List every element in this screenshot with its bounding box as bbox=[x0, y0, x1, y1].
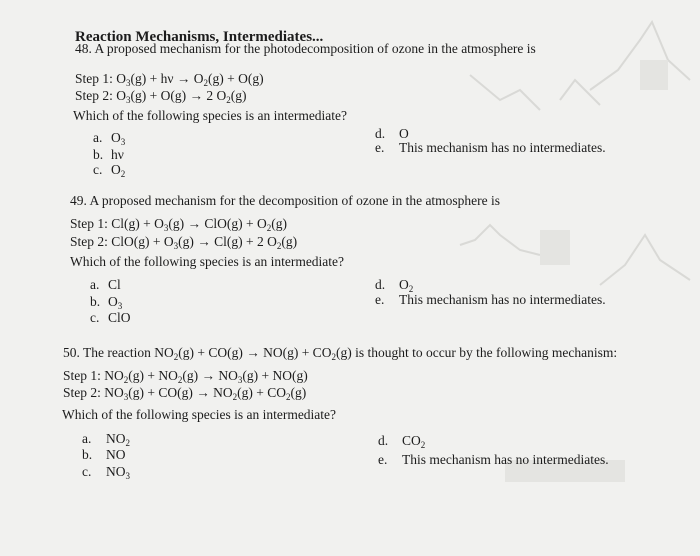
choice-letter: b. bbox=[82, 447, 93, 462]
choice-letter: c. bbox=[93, 162, 103, 177]
question-49-header bbox=[70, 193, 500, 209]
question-number: 49. bbox=[70, 193, 87, 208]
answer-choice bbox=[375, 140, 606, 156]
answer-choice bbox=[375, 277, 413, 293]
choice-text: O bbox=[399, 126, 409, 141]
mechanism-step: Step 2: $O_3(g) + O(g) \to 2$ $O_2(g)$ bbox=[75, 88, 247, 105]
question-text: Which of the following species is an intermediate? bbox=[73, 108, 348, 123]
choice-text: $O_3$ bbox=[108, 294, 123, 311]
answer-choice bbox=[82, 464, 130, 480]
question-50-header bbox=[63, 345, 617, 361]
question-prompt: A proposed mechanism for the photodecomposition of ozone in the atmosphere is bbox=[94, 41, 536, 56]
choice-letter: b. bbox=[93, 147, 104, 162]
choice-text: $O_3$ bbox=[111, 130, 126, 147]
answer-choice bbox=[82, 431, 130, 447]
choice-letter: d. bbox=[378, 433, 389, 448]
mechanism-step: Step 2: $NO_3(g) + CO(g) \to NO_2(g) + CO_2(g)$ bbox=[63, 385, 307, 402]
answer-choice bbox=[375, 292, 606, 308]
choice-letter: c. bbox=[82, 464, 92, 479]
choice-text: ClO bbox=[108, 310, 131, 325]
choice-text: $O_2$ bbox=[399, 277, 414, 294]
choice-text: NO bbox=[106, 447, 126, 462]
answer-choice bbox=[93, 147, 124, 163]
question-prompt: A proposed mechanism for the decomposition of ozone in the atmosphere is bbox=[89, 193, 501, 208]
question-prompt: The reaction $NO_2(g) + CO(g) \to NO(g) + CO_2(g)$ is thought to occur by the following mechanism: bbox=[83, 345, 618, 362]
choice-letter: a. bbox=[93, 130, 103, 145]
answer-choice bbox=[93, 162, 125, 178]
answer-choice bbox=[378, 452, 609, 468]
choice-text: This mechanism has no intermediates. bbox=[399, 140, 606, 155]
choice-letter: e. bbox=[375, 292, 385, 307]
choice-text: $NO_3$ bbox=[106, 464, 130, 481]
section-title: Reaction Mechanisms, Intermediates... bbox=[75, 29, 324, 45]
question-text: Which of the following species is an intermediate? bbox=[70, 254, 345, 269]
mechanism-step: Step 2: $ClO(g) + O_3(g) \to Cl(g) + 2$ $O_2(g)$ bbox=[70, 234, 298, 251]
answer-choice bbox=[82, 447, 126, 463]
choice-letter: b. bbox=[90, 294, 101, 309]
question-48-header bbox=[75, 41, 536, 57]
choice-text: $CO_2$ bbox=[402, 433, 426, 450]
choice-letter: a. bbox=[90, 277, 100, 292]
choice-text: hν bbox=[111, 147, 124, 162]
question-text: Which of the following species is an intermediate? bbox=[62, 407, 337, 422]
mechanism-step: Step 1: $Cl(g) + O_3(g) \to ClO(g) + O_2(g)$ bbox=[70, 216, 287, 233]
choice-text: Cl bbox=[108, 277, 121, 292]
answer-choice bbox=[93, 130, 125, 146]
answer-choice bbox=[90, 294, 122, 310]
choice-letter: e. bbox=[375, 140, 385, 155]
answer-choice bbox=[378, 433, 425, 449]
choice-text: This mechanism has no intermediates. bbox=[402, 452, 609, 467]
choice-letter: d. bbox=[375, 277, 386, 292]
choice-letter: a. bbox=[82, 431, 92, 446]
choice-letter: d. bbox=[375, 126, 386, 141]
mechanism-step: Step 1: $O_3(g) + h\nu \to O_2(g) + O(g)$ bbox=[75, 71, 264, 88]
choice-letter: e. bbox=[378, 452, 388, 467]
choice-text: $O_2$ bbox=[111, 162, 126, 179]
choice-text: $NO_2$ bbox=[106, 431, 130, 448]
question-number: 48. bbox=[75, 41, 92, 56]
mechanism-step: Step 1: $NO_2(g) + NO_2(g) \to NO_3(g) + NO(g)$ bbox=[63, 368, 308, 385]
answer-choice bbox=[90, 310, 131, 326]
answer-choice bbox=[90, 277, 121, 293]
choice-text: This mechanism has no intermediates. bbox=[399, 292, 606, 307]
question-number: 50. bbox=[63, 345, 80, 360]
choice-letter: c. bbox=[90, 310, 100, 325]
